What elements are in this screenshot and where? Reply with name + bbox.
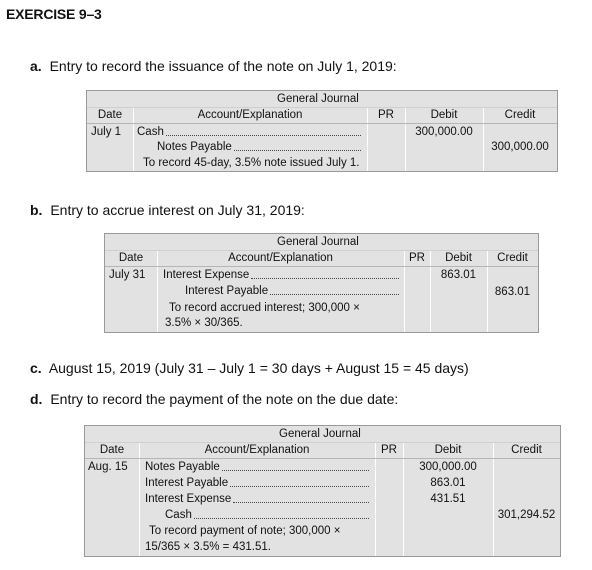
section-b-letter: b. <box>30 202 43 218</box>
journal-b-account-header: Account/Explanation <box>228 252 333 264</box>
journal-d-caption: General Journal <box>279 428 361 440</box>
journal-a-date-header: Date <box>97 109 123 121</box>
section-b-text: Entry to accrue interest on July 31, 2019: <box>50 202 305 218</box>
journal-d-line-2 <box>145 476 371 490</box>
section-c-heading <box>30 360 469 376</box>
journal-b-line-2 <box>185 284 401 298</box>
journal-d-line-1 <box>145 460 371 474</box>
journal-d-line-4-credit: 301,294.52 <box>497 509 556 521</box>
journal-a-line-2 <box>157 140 363 154</box>
journal-a-line-2-account: Notes Payable <box>157 141 232 153</box>
journal-b-line-2-credit: 863.01 <box>494 286 531 298</box>
journal-d-credit-header: Credit <box>511 444 542 456</box>
section-a-text: Entry to record the issuance of the note on July 1, 2019: <box>49 58 397 74</box>
journal-a-debit-header: Debit <box>430 109 458 121</box>
journal-b-line-1-account: Interest Expense <box>163 269 250 281</box>
journal-a-credit-header: Credit <box>504 109 536 121</box>
journal-d-debit-header: Debit <box>434 444 462 456</box>
journal-a-line-1-debit: 300,000.00 <box>415 126 473 138</box>
journal-b-debit-header: Debit <box>445 252 472 264</box>
section-b-heading <box>30 202 305 218</box>
journal-b-date-header: Date <box>118 252 144 264</box>
journal-b-pr-header: PR <box>409 252 425 264</box>
section-d-letter: d. <box>30 391 43 407</box>
journal-d-line-2-debit: 863.01 <box>430 477 466 489</box>
section-c-letter: c. <box>30 360 42 376</box>
journal-d <box>84 425 561 557</box>
journal-a-line-1-account: Cash <box>137 126 164 138</box>
journal-d-explanation-2: 15/365 × 3.5% = 431.51. <box>145 541 271 553</box>
section-a-letter: a. <box>30 58 42 74</box>
section-c-text: August 15, 2019 (July 31 – July 1 = 30 days + August 15 = 45 days) <box>48 360 469 376</box>
journal-b-caption: General Journal <box>277 236 359 248</box>
journal-a-account-header: Account/Explanation <box>197 109 303 121</box>
journal-d-line-4 <box>165 508 371 522</box>
journal-d-line-2-account: Interest Payable <box>145 477 229 489</box>
section-a-heading <box>30 58 397 74</box>
journal-d-line-3-debit: 431.51 <box>430 493 466 505</box>
journal-d-pr-header: PR <box>381 444 397 456</box>
journal-b-line-1 <box>163 268 401 282</box>
journal-a-caption: General Journal <box>277 93 359 105</box>
journal-a <box>86 90 558 172</box>
journal-d-line-3 <box>145 492 371 506</box>
journal-b-line-1-debit: 863.01 <box>440 269 477 281</box>
journal-b <box>104 233 539 333</box>
journal-d-line-1-debit: 300,000.00 <box>419 461 477 473</box>
journal-a-line-2-credit: 300,000.00 <box>491 141 549 153</box>
section-d-text: Entry to record the payment of the note on the due date: <box>50 391 399 407</box>
journal-a-date: July 1 <box>91 126 122 138</box>
exercise-title: EXERCISE 9–3 <box>6 6 102 22</box>
journal-d-account-header: Account/Explanation <box>204 444 310 456</box>
journal-d-explanation-1: To record payment of note; 300,000 × <box>149 525 341 537</box>
journal-a-pr-header: PR <box>378 109 394 121</box>
journal-b-explanation-2: 3.5% × 30/365. <box>165 317 243 329</box>
journal-d-line-1-account: Notes Payable <box>145 461 220 473</box>
journal-b-credit-header: Credit <box>497 252 528 264</box>
journal-d-date: Aug. 15 <box>88 461 128 473</box>
section-d-heading <box>30 391 398 407</box>
journal-d-line-3-account: Interest Expense <box>145 493 232 505</box>
journal-d-date-header: Date <box>99 444 125 456</box>
journal-a-line-1 <box>137 125 363 139</box>
journal-b-date: July 31 <box>109 269 146 281</box>
journal-d-line-4-account: Cash <box>165 509 192 521</box>
journal-b-explanation-1: To record accrued interest; 300,000 × <box>169 302 360 314</box>
journal-b-line-2-account: Interest Payable <box>185 285 269 297</box>
journal-a-explanation: To record 45-day, 3.5% note issued July 1. <box>143 157 360 169</box>
